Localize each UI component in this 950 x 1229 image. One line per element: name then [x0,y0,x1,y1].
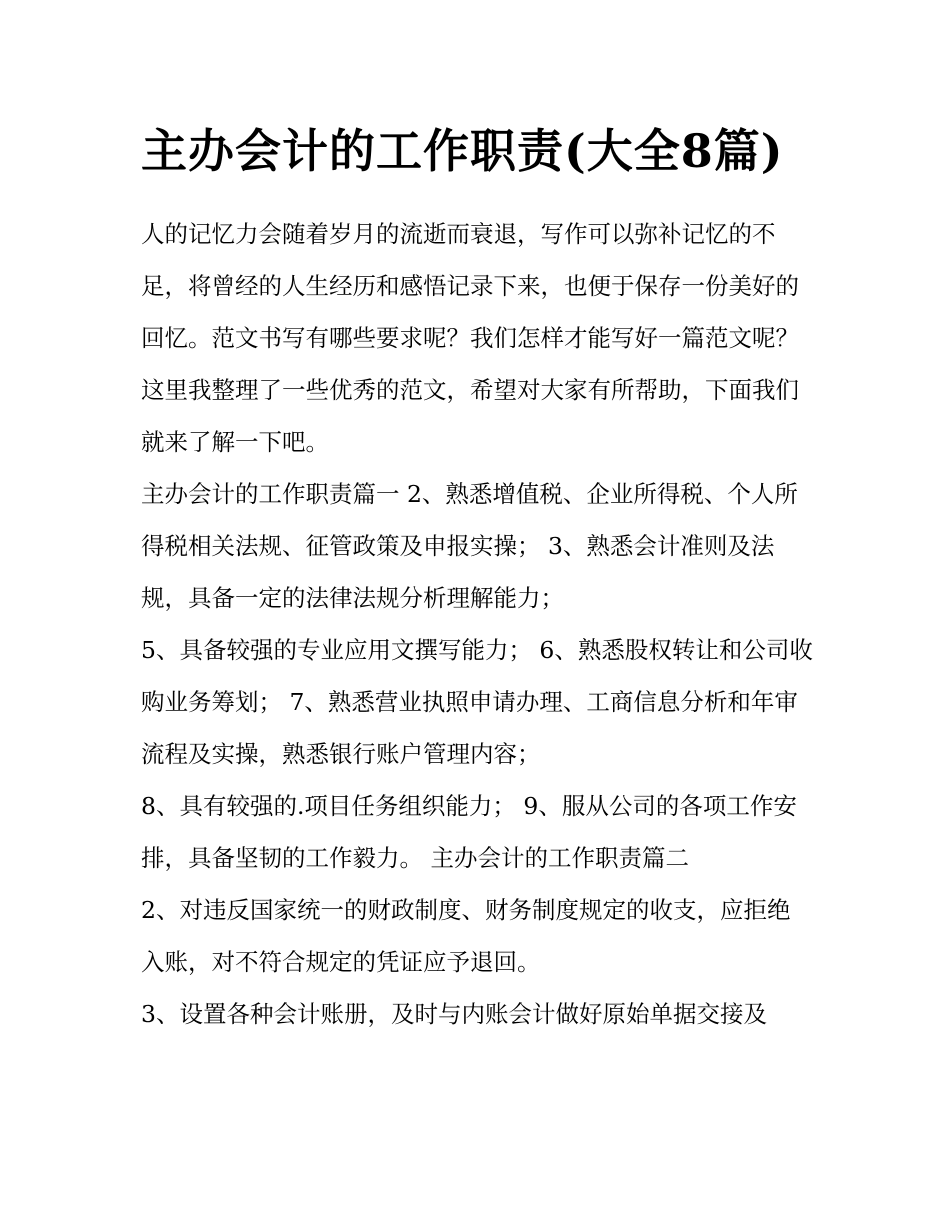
paragraph-items-5-7: 5、具备较强的专业应用文撰写能力； 6、熟悉股权转让和公司收购业务筹划； 7、熟悉营业执照申请办理、工商信息分析和年审流程及实操，熟悉银行账户管理内容； [141,636,813,768]
paragraph-items-8-9: 8、具有较强的.项目任务组织能力； 9、服从公司的各项工作安排，具备坚韧的工作毅力。 主办会计的工作职责篇二 [141,792,797,872]
document-page [141,112,813,1040]
document-body [141,208,813,1040]
document-title: 主办会计的工作职责(大全8篇) [141,124,784,178]
paragraph-part-one: 主办会计的工作职责篇一 2、熟悉增值税、企业所得税、个人所得税相关法规、征管政策及申报实操； 3、熟悉会计准则及法规，具备一定的法律法规分析理解能力； [141,480,798,612]
paragraph-part-two-item-3: 3、设置各种会计账册，及时与内账会计做好原始单据交接及 [141,1000,767,1028]
paragraph-intro: 人的记忆力会随着岁月的流逝而衰退，写作可以弥补记忆的不足，将曾经的人生经历和感悟记录下来，也便于保存一份美好的回忆。范文书写有哪些要求呢？我们怎样才能写好一篇范文呢？这里我整理了一些优秀的范文，希望对大家有所帮助，下面我们就来了解一下吧。 [141,220,799,456]
paragraph-part-two-item-2: 2、对违反国家统一的财政制度、财务制度规定的收支，应拒绝入账，对不符合规定的凭证应予退回。 [141,896,791,976]
